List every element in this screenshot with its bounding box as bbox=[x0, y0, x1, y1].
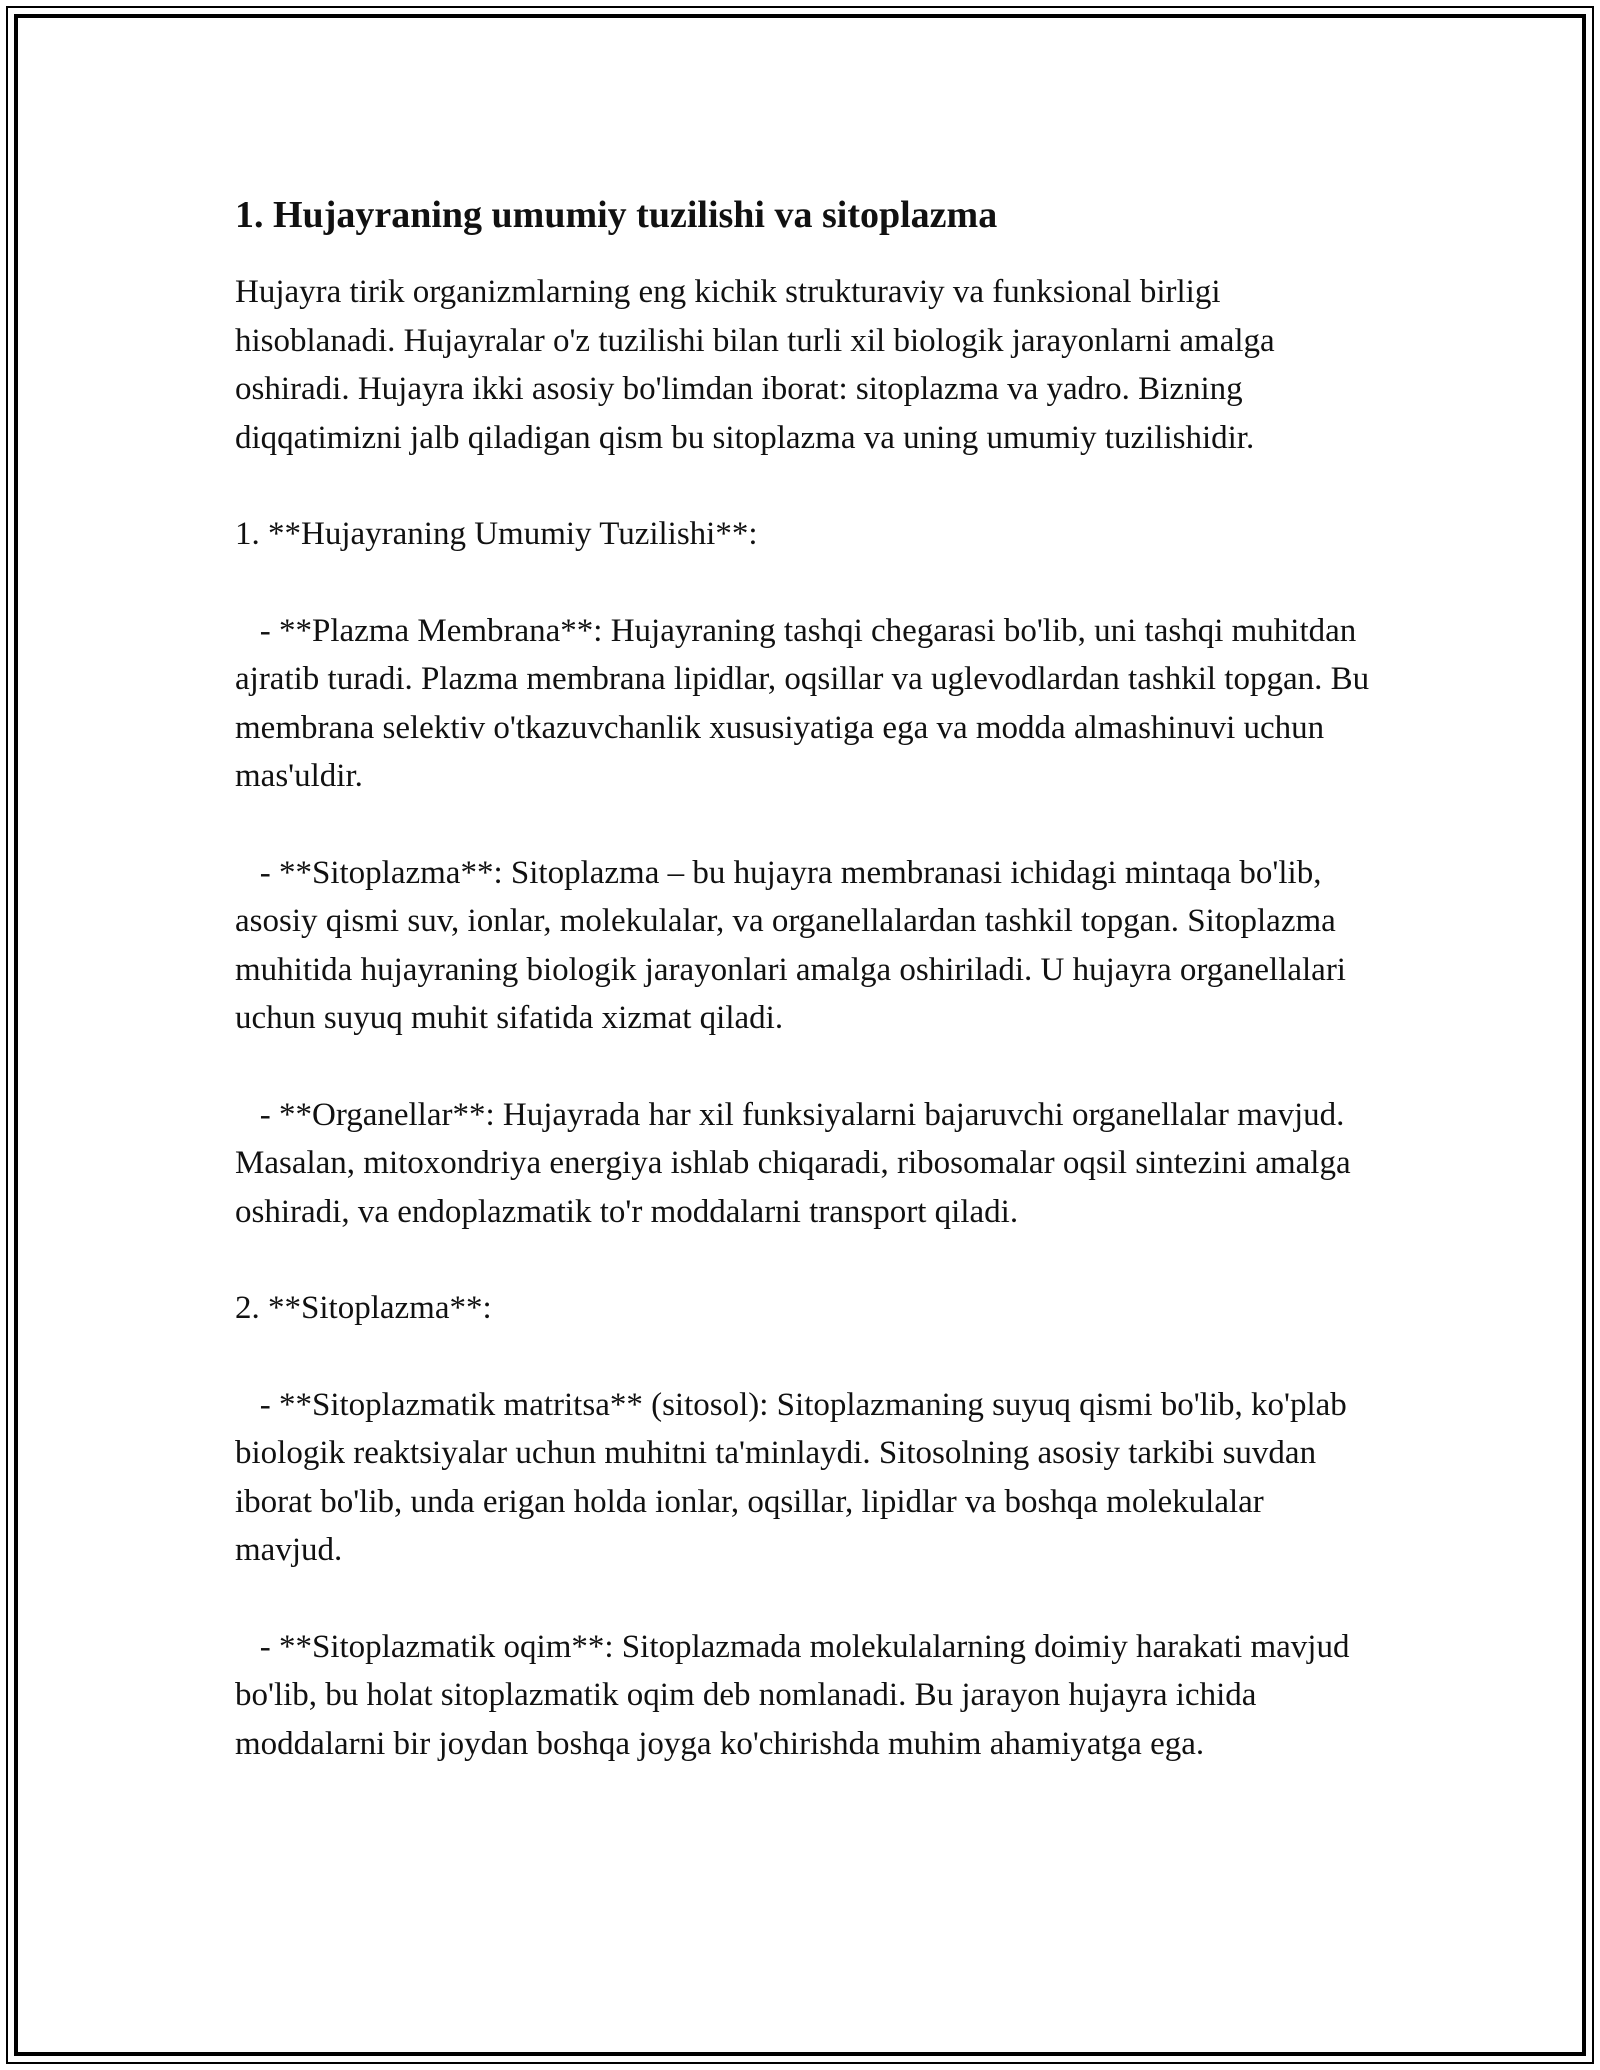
list-item-plasma-membrane: - **Plazma Membrana**: Hujayraning tashqi chegarasi bo'lib, uni tashqi muhitdan ajratib turadi. Plazma membrana lipidlar, oqsillar va uglevodlardan tashkil topgan. Bu membrana selektiv o'tkazuvchanlik xususiyatiga ega va modda almashinuvi uchun mas'uldir. bbox=[235, 612, 1378, 794]
list-item-organelles: - **Organellar**: Hujayrada har xil funksiyalarni bajaruvchi organellalar mavjud. Masalan, mitoxondriya energiya ishlab chiqaradi, ribosomalar oqsil sintezini amalga oshiradi, va endoplazmatik to'r moddalarni transport qiladi. bbox=[235, 1096, 1359, 1230]
list-item-cytoplasm: - **Sitoplazma**: Sitoplazma – bu hujayra membranasi ichidagi mintaqa bo'lib, asosiy qismi suv, ionlar, molekulalar, va organellalardan tashkil topgan. Sitoplazma muhitida hujayraning biologik jarayonlari amalga oshiriladi. U hujayra organellalari uchun suyuq muhit sifatida xizmat qiladi. bbox=[235, 854, 1355, 1036]
document-body bbox=[235, 188, 1378, 1816]
section-heading: 1. Hujayraning umumiy tuzilishi va sitoplazma bbox=[235, 194, 998, 236]
list-heading-general-structure: 1. **Hujayraning Umumiy Tuzilishi**: bbox=[235, 516, 758, 552]
list-item-cytoplasmic-streaming: - **Sitoplazmatik oqim**: Sitoplazmada molekulalarning doimiy harakati mavjud bo'lib, bu holat sitoplazmatik oqim deb nomlanadi. Bu jarayon hujayra ichida moddalarni bir joydan boshqa joyga ko'chirishda muhim ahamiyatga ega. bbox=[235, 1628, 1358, 1762]
list-heading-cytoplasm: 2. **Sitoplazma**: bbox=[235, 1290, 492, 1326]
intro-paragraph: Hujayra tirik organizmlarning eng kichik strukturaviy va funksional birligi hisoblanadi. Hujayralar o'z tuzilishi bilan turli xil biologik jarayonlarni amalga oshiradi. Hujayra ikki asosiy bo'limdan iborat: sitoplazma va yadro. Bizning diqqatimizni jalb qiladigan qism bu sitoplazma va uning umumiy tuzilishidir. bbox=[235, 274, 1283, 456]
list-item-cytoplasmic-matrix: - **Sitoplazmatik matritsa** (sitosol): Sitoplazmaning suyuq qismi bo'lib, ko'plab biologik reaktsiyalar uchun muhitni ta'minlaydi. Sitosolning asosiy tarkibi suvdan iborat bo'lib, unda erigan holda ionlar, oqsillar, lipidlar va boshqa molekulalar mavjud. bbox=[235, 1386, 1356, 1568]
